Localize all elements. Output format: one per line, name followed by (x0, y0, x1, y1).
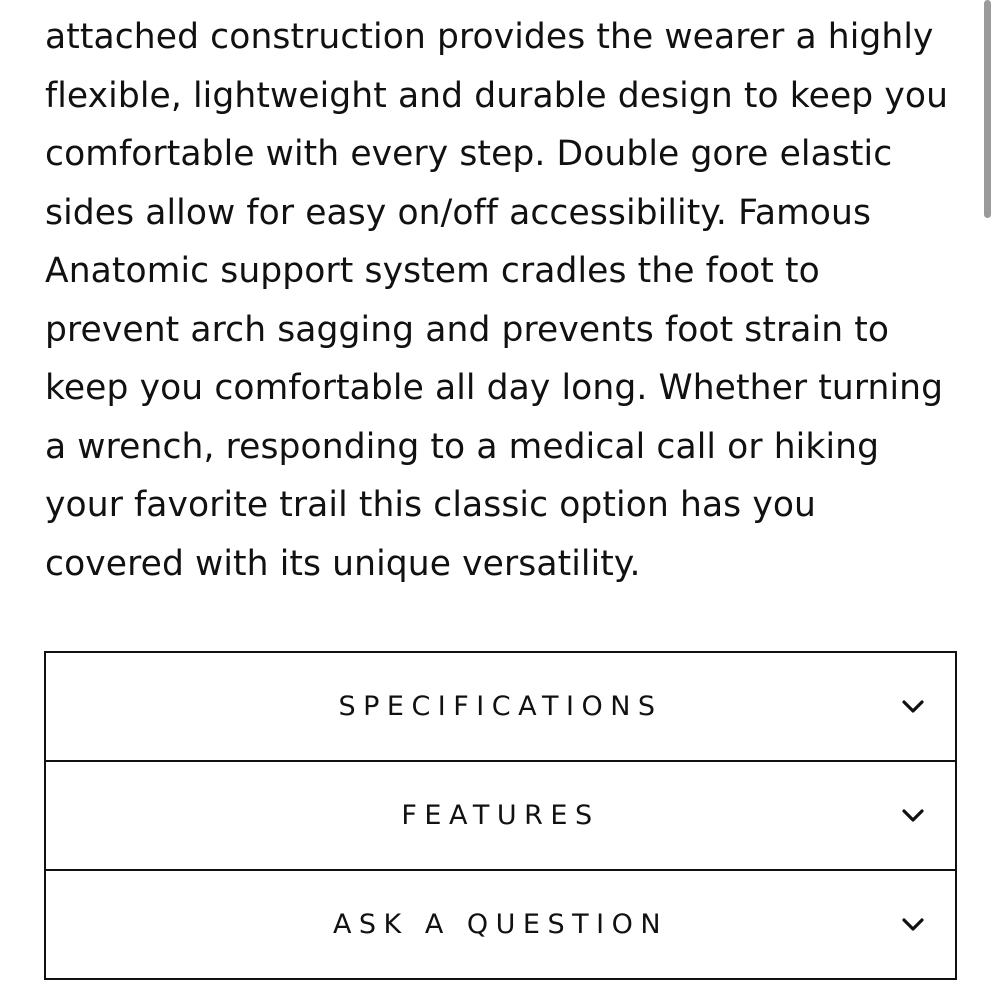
accordion-features[interactable] (46, 762, 955, 871)
description-line: comfortable with every step. Double gore elastic (45, 134, 893, 174)
product-description (45, 8, 980, 593)
description-line: Anatomic support system cradles the foot to (45, 251, 820, 291)
description-line: keep you comfortable all day long. Whether turning (45, 368, 944, 408)
accordion-ask-a-question[interactable] (46, 871, 955, 978)
chevron-down-icon (902, 695, 924, 717)
accordion-features-label: FEATURES (401, 800, 600, 831)
description-line: a wrench, responding to a medical call or hiking (45, 426, 880, 467)
description-line: sides allow for easy on/off accessibility. Famous (45, 192, 872, 233)
chevron-down-icon (902, 804, 924, 826)
product-info-accordion (44, 651, 957, 980)
description-line: your favorite trail this classic option has you (45, 485, 817, 525)
accordion-specifications[interactable] (46, 653, 955, 762)
description-line: covered with its unique versatility. (45, 543, 641, 584)
page-scrollbar[interactable] (984, 0, 991, 218)
description-line: attached construction provides the wearer a highly (45, 17, 934, 57)
description-line: flexible, lightweight and durable design to keep you (45, 75, 949, 116)
chevron-down-icon (902, 913, 924, 935)
accordion-specifications-label: SPECIFICATIONS (338, 691, 663, 722)
description-line: prevent arch sagging and prevents foot strain to (45, 309, 890, 350)
accordion-ask-a-question-label: ASK A QUESTION (332, 909, 669, 940)
